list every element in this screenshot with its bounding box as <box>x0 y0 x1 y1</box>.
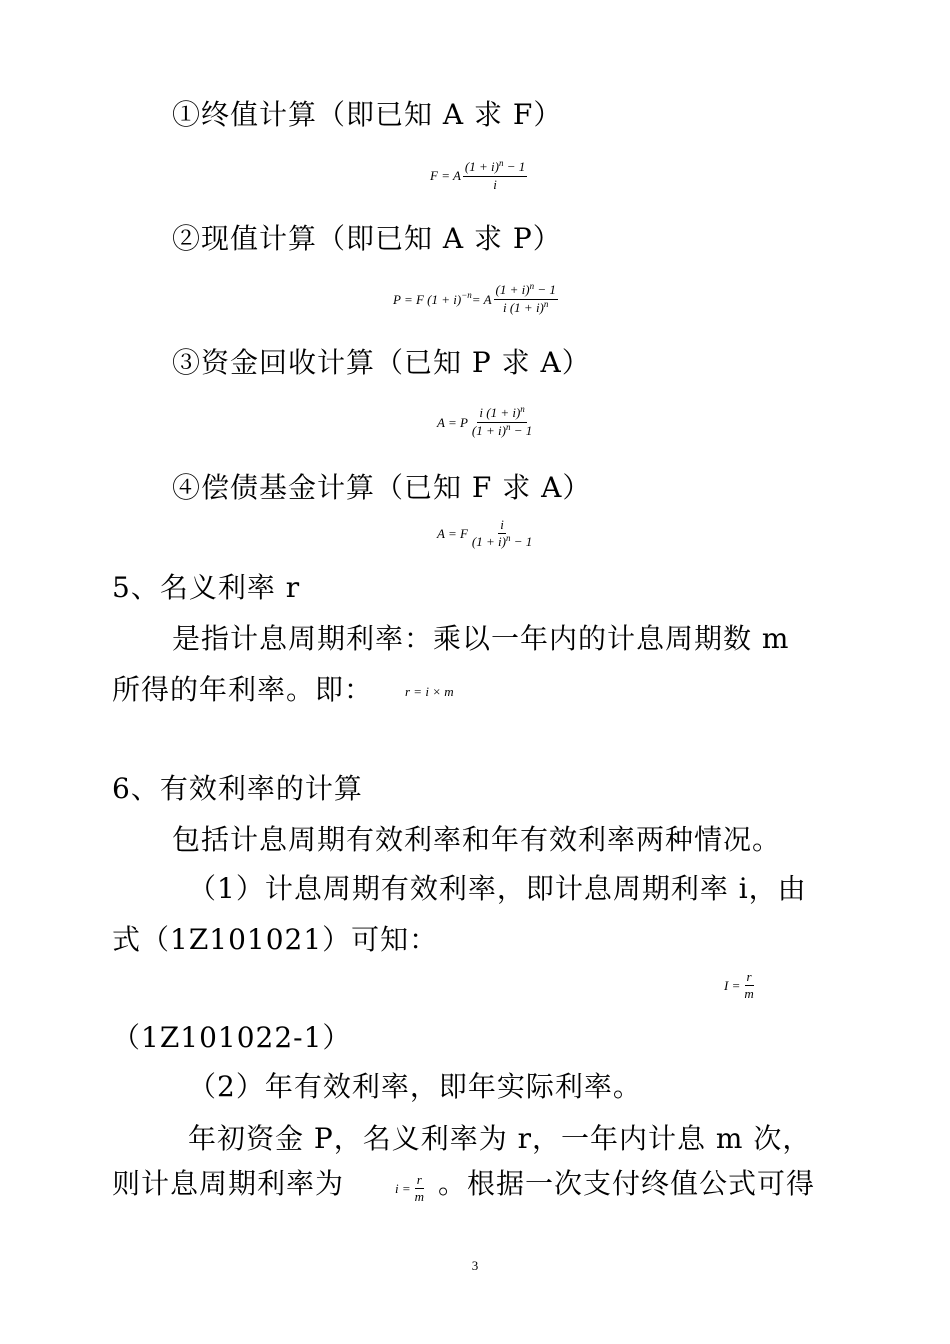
fraction <box>742 970 755 1001</box>
denominator-tail: − 1 <box>510 534 533 549</box>
exponent: n <box>505 422 511 432</box>
formula-inline-period-rate <box>395 1173 428 1204</box>
numerator-tail: − 1 <box>534 282 556 297</box>
denominator: (1 + i) <box>471 534 506 549</box>
numerator: r <box>416 1172 422 1187</box>
formula-mid: = A <box>471 291 492 307</box>
denominator: (1 + i) <box>471 423 506 438</box>
numerator: r <box>746 969 752 984</box>
denominator: m <box>744 986 754 1001</box>
exponent: n <box>520 404 525 414</box>
heading-future-value: ①终值计算（即已知 A 求 F） <box>172 98 563 131</box>
paragraph-period-rate-1: （1）计息周期有效利率，即计息周期利率 i，由 <box>188 872 807 905</box>
equation-number: （1Z101022-1） <box>112 1021 352 1054</box>
paragraph-nominal-rate-1: 是指计息周期利率：乘以一年内的计息周期数 m <box>172 622 790 655</box>
formula-lhs: F = A <box>430 168 461 183</box>
paragraph-annual-rate: （2）年有效利率，即年实际利率。 <box>188 1070 642 1103</box>
formula-present-value <box>393 283 560 316</box>
numerator-tail: − 1 <box>503 159 526 174</box>
numerator: i <box>500 517 504 532</box>
paragraph-nominal-rate-2: 所得的年利率。即： <box>112 673 374 706</box>
paragraph-effective-rate: 包括计息周期有效利率和年有效利率两种情况。 <box>172 823 782 856</box>
formula-lhs: A = F <box>437 526 468 541</box>
fraction <box>470 518 534 550</box>
exponent: n <box>505 533 511 543</box>
formula-nominal-rate: r = i × m <box>405 684 454 699</box>
heading-present-value: ②现值计算（即已知 A 求 P） <box>172 222 562 255</box>
section-effective-rate: 6、有效利率的计算 <box>112 772 363 805</box>
page-number: 3 <box>471 1258 479 1273</box>
paragraph-annual-rate-2: 年初资金 P，名义利率为 r，一年内计息 m 次， <box>188 1122 812 1155</box>
fraction <box>494 283 558 316</box>
numerator: (1 + i) <box>495 282 530 297</box>
formula-lhs: I = <box>724 977 741 993</box>
exponent: n <box>543 299 549 309</box>
denominator: i <box>493 177 497 192</box>
exponent: −n <box>461 289 472 300</box>
formula-lhs: P = F (1 + i) <box>393 291 462 307</box>
heading-sinking-fund: ④偿债基金计算（已知 F 求 A） <box>172 471 592 504</box>
numerator: i (1 + i) <box>479 405 521 420</box>
fraction <box>463 160 527 192</box>
denominator-tail: − 1 <box>510 423 533 438</box>
fraction <box>470 406 534 439</box>
paragraph-period-rate-2: 式（1Z101021）可知： <box>112 923 439 956</box>
exponent: n <box>498 158 504 168</box>
formula-sinking-fund <box>437 518 536 550</box>
paragraph-annual-rate-3a: 则计息周期利率为 <box>112 1167 345 1200</box>
section-nominal-rate: 5、名义利率 r <box>112 571 301 604</box>
formula-lhs: A = P <box>437 414 468 430</box>
fraction <box>413 1173 426 1204</box>
denominator: m <box>414 1189 425 1204</box>
numerator: (1 + i) <box>464 159 499 174</box>
formula-lhs: i = <box>395 1180 411 1196</box>
formula-capital-recovery <box>437 406 536 439</box>
denominator: i (1 + i) <box>502 300 544 315</box>
paragraph-annual-rate-3b: 。根据一次支付终值公式可得 <box>438 1167 816 1200</box>
formula-future-value <box>430 160 529 192</box>
heading-capital-recovery: ③资金回收计算（已知 P 求 A） <box>172 346 591 379</box>
formula-period-rate <box>724 970 758 1001</box>
exponent: n <box>529 281 535 291</box>
